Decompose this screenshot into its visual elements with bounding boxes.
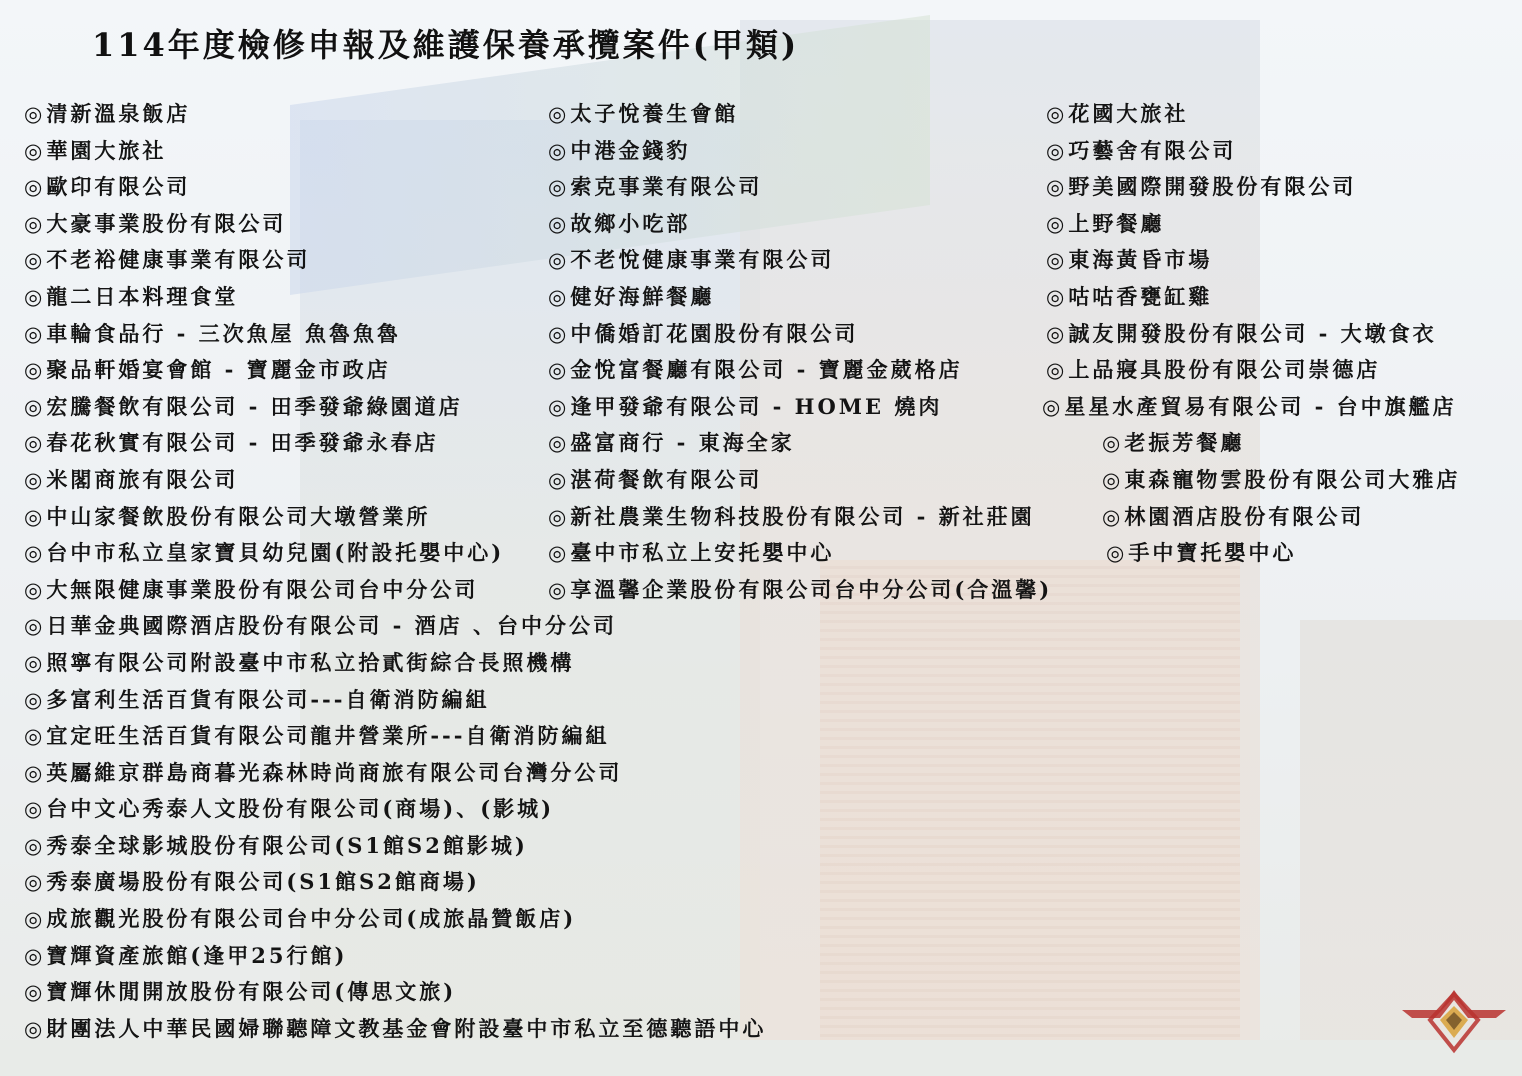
list-item-text: 台中文心秀泰人文股份有限公司(商場)、(影城) bbox=[46, 796, 555, 822]
bullet-mark: ◎ bbox=[1102, 466, 1124, 492]
list-item-text: 不老悅健康事業有限公司 bbox=[570, 247, 835, 273]
bullet-mark: ◎ bbox=[548, 283, 570, 309]
list-item-text: 秀泰全球影城股份有限公司(S1館S2館影城) bbox=[46, 832, 528, 858]
bullet-mark: ◎ bbox=[1046, 210, 1068, 236]
list-item-text: 咕咕香甕缸雞 bbox=[1068, 283, 1213, 309]
bullet-mark: ◎ bbox=[24, 357, 46, 383]
list-item bbox=[1046, 169, 1460, 206]
bullet-mark: ◎ bbox=[24, 540, 46, 566]
list-item-text: 照寧有限公司附設臺中市私立拾貳街綜合長照機構 bbox=[46, 649, 575, 675]
list-item-text: 不老裕健康事業有限公司 bbox=[46, 247, 311, 273]
bullet-mark: ◎ bbox=[24, 283, 46, 309]
bullet-mark: ◎ bbox=[24, 869, 46, 895]
bullet-mark: ◎ bbox=[24, 247, 46, 273]
bullet-mark: ◎ bbox=[1046, 357, 1068, 383]
list-item bbox=[24, 682, 766, 719]
bullet-mark: ◎ bbox=[24, 759, 46, 785]
list-item-text: 大無限健康事業股份有限公司台中分公司 bbox=[46, 576, 479, 602]
list-item-text: 車輪食品行 - 三次魚屋 魚魯魚魯 bbox=[46, 320, 401, 346]
list-item bbox=[548, 279, 1052, 316]
bullet-mark: ◎ bbox=[24, 393, 46, 419]
bullet-mark: ◎ bbox=[24, 503, 46, 529]
bullet-mark: ◎ bbox=[1046, 320, 1068, 346]
list-item bbox=[1046, 279, 1460, 316]
list-item-text: 上品寢具股份有限公司崇德店 bbox=[1068, 357, 1381, 383]
bullet-mark: ◎ bbox=[24, 320, 46, 346]
list-item-text: 金悅富餐廳有限公司 - 寶麗金葳格店 bbox=[570, 357, 963, 383]
list-item-text: 華園大旅社 bbox=[46, 137, 167, 163]
list-item-text: 索克事業有限公司 bbox=[570, 174, 763, 200]
bullet-mark: ◎ bbox=[24, 613, 46, 639]
list-item bbox=[1046, 96, 1460, 133]
list-item-text: 龍二日本料理食堂 bbox=[46, 283, 239, 309]
list-item bbox=[548, 389, 1052, 426]
list-item-text: 盛富商行 - 東海全家 bbox=[570, 430, 795, 456]
list-item-text: 巧藝舍有限公司 bbox=[1068, 137, 1237, 163]
case-list-column-2 bbox=[548, 96, 1052, 608]
bullet-mark: ◎ bbox=[548, 430, 570, 456]
list-item-text: 故鄉小吃部 bbox=[570, 210, 691, 236]
bullet-mark: ◎ bbox=[24, 101, 46, 126]
bullet-mark: ◎ bbox=[548, 174, 570, 200]
list-item-text: 星星水產貿易有限公司 - 台中旗艦店 bbox=[1064, 393, 1457, 419]
page-title: 114年度檢修申報及維護保養承攬案件(甲類) bbox=[92, 26, 800, 64]
bullet-mark: ◎ bbox=[548, 247, 570, 273]
list-item-text: 台中市私立皇家寶貝幼兒園(附設托嬰中心) bbox=[46, 540, 505, 566]
bullet-mark: ◎ bbox=[24, 832, 46, 858]
bullet-mark: ◎ bbox=[1106, 540, 1128, 566]
list-item bbox=[1046, 425, 1460, 462]
list-item bbox=[24, 974, 766, 1011]
bullet-mark: ◎ bbox=[1046, 101, 1068, 126]
list-item-text: 中港金錢豹 bbox=[570, 137, 691, 163]
list-item bbox=[548, 133, 1052, 170]
list-item bbox=[1046, 535, 1460, 572]
list-item bbox=[24, 901, 766, 938]
list-item-text: 林園酒店股份有限公司 bbox=[1124, 503, 1365, 529]
list-item bbox=[548, 316, 1052, 353]
bullet-mark: ◎ bbox=[1102, 503, 1124, 529]
bullet-mark: ◎ bbox=[24, 430, 46, 456]
list-item bbox=[548, 96, 1052, 133]
list-item-text: 上野餐廳 bbox=[1068, 210, 1165, 236]
bullet-mark: ◎ bbox=[24, 1015, 46, 1041]
list-item bbox=[24, 1011, 766, 1048]
bullet-mark: ◎ bbox=[548, 357, 570, 383]
bullet-mark: ◎ bbox=[1046, 247, 1068, 273]
list-item-text: 臺中市私立上安托嬰中心 bbox=[570, 540, 835, 566]
list-item-text: 太子悅養生會館 bbox=[570, 101, 739, 126]
list-item-text: 享溫馨企業股份有限公司台中分公司(合溫馨) bbox=[570, 576, 1053, 602]
list-item bbox=[24, 755, 766, 792]
list-item-text: 中僑婚訂花園股份有限公司 bbox=[570, 320, 859, 346]
list-item-text: 秀泰廣場股份有限公司(S1館S2館商場) bbox=[46, 869, 480, 895]
list-item-text: 成旅觀光股份有限公司台中分公司(成旅晶贊飯店) bbox=[46, 906, 577, 932]
list-item-text: 宜定旺生活百貨有限公司龍井營業所---自衛消防編組 bbox=[46, 723, 610, 749]
list-item-text: 東森寵物雲股份有限公司大雅店 bbox=[1124, 466, 1461, 492]
list-item bbox=[548, 206, 1052, 243]
bullet-mark: ◎ bbox=[1042, 393, 1064, 419]
bullet-mark: ◎ bbox=[548, 503, 570, 529]
bullet-mark: ◎ bbox=[548, 576, 570, 602]
bullet-mark: ◎ bbox=[24, 174, 46, 200]
list-item bbox=[24, 791, 766, 828]
list-item bbox=[548, 462, 1052, 499]
bullet-mark: ◎ bbox=[24, 137, 46, 163]
list-item-text: 春花秋實有限公司 - 田季發爺永春店 bbox=[46, 430, 439, 456]
list-item-text: 寶輝資產旅館(逢甲25行館) bbox=[46, 942, 348, 968]
list-item-text: 英屬維京群島商暮光森林時尚商旅有限公司台灣分公司 bbox=[46, 759, 623, 785]
bullet-mark: ◎ bbox=[548, 137, 570, 163]
list-item bbox=[548, 169, 1052, 206]
list-item-text: 手中寶托嬰中心 bbox=[1128, 540, 1297, 566]
list-item bbox=[1046, 462, 1460, 499]
list-item bbox=[548, 535, 1052, 572]
bullet-mark: ◎ bbox=[548, 466, 570, 492]
list-item bbox=[548, 425, 1052, 462]
list-item-text: 聚品軒婚宴會館 - 寶麗金市政店 bbox=[46, 357, 391, 383]
list-item bbox=[1046, 352, 1460, 389]
bullet-mark: ◎ bbox=[548, 393, 570, 419]
list-item bbox=[548, 352, 1052, 389]
bullet-mark: ◎ bbox=[1102, 430, 1124, 456]
list-item-text: 日華金典國際酒店股份有限公司 - 酒店 、台中分公司 bbox=[46, 613, 617, 639]
bullet-mark: ◎ bbox=[24, 210, 46, 236]
bullet-mark: ◎ bbox=[24, 942, 46, 968]
bullet-mark: ◎ bbox=[24, 796, 46, 822]
list-item bbox=[24, 938, 766, 975]
list-item-text: 大豪事業股份有限公司 bbox=[46, 210, 287, 236]
list-item-text: 野美國際開發股份有限公司 bbox=[1068, 174, 1357, 200]
list-item bbox=[548, 499, 1052, 536]
list-item bbox=[1046, 242, 1460, 279]
bullet-mark: ◎ bbox=[24, 686, 46, 712]
list-item-text: 逢甲發爺有限公司 - HOME 燒肉 bbox=[570, 393, 943, 419]
list-item-text: 歐印有限公司 bbox=[46, 174, 191, 200]
bullet-mark: ◎ bbox=[1046, 174, 1068, 200]
list-item bbox=[1046, 206, 1460, 243]
list-item bbox=[548, 242, 1052, 279]
list-item-text: 新社農業生物科技股份有限公司 - 新社莊園 bbox=[570, 503, 1035, 529]
bullet-mark: ◎ bbox=[548, 540, 570, 566]
case-list-column-3 bbox=[1042, 96, 1461, 572]
list-item-text: 宏騰餐飲有限公司 - 田季發爺綠園道店 bbox=[46, 393, 463, 419]
list-item bbox=[1046, 133, 1460, 170]
list-item-text: 米閣商旅有限公司 bbox=[46, 466, 239, 492]
bullet-mark: ◎ bbox=[548, 320, 570, 346]
list-item bbox=[1046, 316, 1460, 353]
list-item bbox=[1046, 499, 1460, 536]
bullet-mark: ◎ bbox=[24, 576, 46, 602]
list-item-text: 財團法人中華民國婦聯聽障文教基金會附設臺中市私立至德聽語中心 bbox=[46, 1015, 767, 1041]
bullet-mark: ◎ bbox=[24, 723, 46, 749]
bullet-mark: ◎ bbox=[24, 649, 46, 675]
list-item bbox=[24, 645, 766, 682]
list-item-text: 中山家餐飲股份有限公司大墩營業所 bbox=[46, 503, 431, 529]
bullet-mark: ◎ bbox=[24, 466, 46, 492]
list-item bbox=[24, 828, 766, 865]
company-logo bbox=[1400, 980, 1508, 1060]
bullet-mark: ◎ bbox=[24, 979, 46, 1005]
bullet-mark: ◎ bbox=[24, 906, 46, 932]
bullet-mark: ◎ bbox=[548, 210, 570, 236]
bullet-mark: ◎ bbox=[1046, 137, 1068, 163]
list-item-text: 東海黃昏市場 bbox=[1068, 247, 1213, 273]
list-item bbox=[24, 864, 766, 901]
list-item-text: 寶輝休閒開放股份有限公司(傳思文旅) bbox=[46, 979, 457, 1005]
list-item-text: 湛荷餐飲有限公司 bbox=[570, 466, 763, 492]
bullet-mark: ◎ bbox=[1046, 283, 1068, 309]
list-item-text: 老振芳餐廳 bbox=[1124, 430, 1245, 456]
list-item bbox=[24, 718, 766, 755]
list-item-text: 花國大旅社 bbox=[1068, 101, 1189, 126]
list-item-text: 誠友開發股份有限公司 - 大墩食衣 bbox=[1068, 320, 1437, 346]
list-item-text: 清新溫泉飯店 bbox=[46, 101, 191, 126]
list-item bbox=[1042, 389, 1460, 426]
list-item-text: 多富利生活百貨有限公司---自衛消防編組 bbox=[46, 686, 490, 712]
list-item bbox=[24, 608, 766, 645]
bullet-mark: ◎ bbox=[548, 101, 570, 126]
list-item-text: 健好海鮮餐廳 bbox=[570, 283, 715, 309]
list-item bbox=[548, 572, 1052, 609]
